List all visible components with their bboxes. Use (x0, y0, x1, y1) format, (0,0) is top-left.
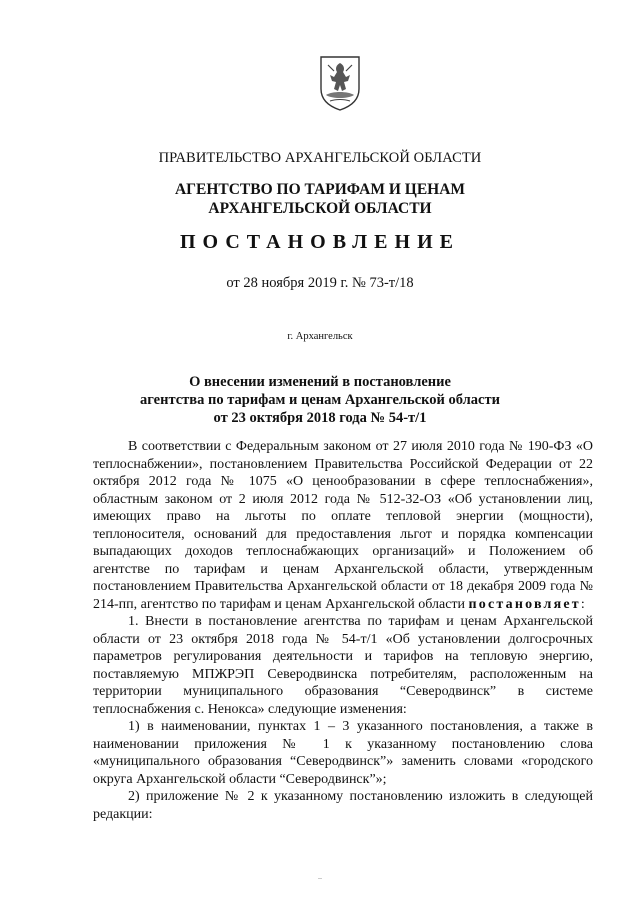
coat-of-arms-emblem (318, 55, 362, 111)
preamble-text: В соответствии с Федеральным законом от 27 июля 2010 года № 190-ФЗ «О теплоснабжении», постановлением Правительства Российской Федерации от 22 октября 2012 года № 1075 «О ценообразовании в сфере теплоснабжения», областным законом от 2 июля 2012 года № 512-32-ОЗ «Об установлении лиц, имеющих право на льготы по оплате тепловой энергии (мощности), теплоносителя, оснований для предоставления льгот и порядка компенсации выпадающих доходов теплоснабжающих организаций» и Положением об агентстве по тарифам и ценам Архангельской области, утвержденным постановлением Правительства Архангельской области от 18 декабря 2009 года № 214-пп, агентство по тарифам и ценам Архангельской области (93, 439, 593, 612)
coat-of-arms-icon (318, 55, 362, 111)
title-line3: от 23 октября 2018 года № 54-т/1 (213, 410, 427, 426)
resolves-keyword: постановляет (468, 596, 581, 612)
document-date-number: от 28 ноября 2019 г. № 73-т/18 (226, 275, 414, 291)
paragraph-subitem-2: 2) приложение № 2 к указанному постановлению изложить в следующей редакции: (93, 789, 593, 822)
document-type: ПОСТАНОВЛЕНИЕ (180, 231, 460, 253)
agency-name-line1: АГЕНТСТВО ПО ТАРИФАМ И ЦЕНАМ (174, 181, 466, 198)
document-title (0, 373, 640, 427)
paragraph-preamble (93, 438, 593, 613)
page-mark (318, 878, 322, 879)
agency-name-line2: АРХАНГЕЛЬСКОЙ ОБЛАСТИ (208, 200, 432, 217)
paragraph-item-1: 1. Внести в постановление агентства по тарифам и ценам Архангельской области от 23 октября 2018 года № 54-т/1 «Об установлении долгосрочных параметров регулирования деятельности и тарифов на тепловую энергию, поставляемую МПЖРЭП Северодвинска потребителям, расположенным на территории муниципального образования “Северодвинск” в системе теплоснабжения с. Ненокса» следующие изменения: (93, 614, 593, 717)
agency-name (0, 180, 640, 218)
document-city: г. Архангельск (287, 331, 353, 342)
government-name: ПРАВИТЕЛЬСТВО АРХАНГЕЛЬСКОЙ ОБЛАСТИ (158, 150, 482, 166)
title-line2: агентства по тарифам и ценам Архангельской области (140, 392, 500, 408)
preamble-colon: : (580, 596, 585, 612)
title-line1: О внесении изменений в постановление (189, 374, 451, 390)
document-body (93, 438, 593, 823)
paragraph-subitem-1: 1) в наименовании, пунктах 1 – 3 указанного постановления, а также в наименовании приложения № 1 к указанному постановлению слова «муниципального образования “Северодвинск”» заменить словами «городского округа Архангельской области “Северодвинск”»; (93, 719, 593, 787)
